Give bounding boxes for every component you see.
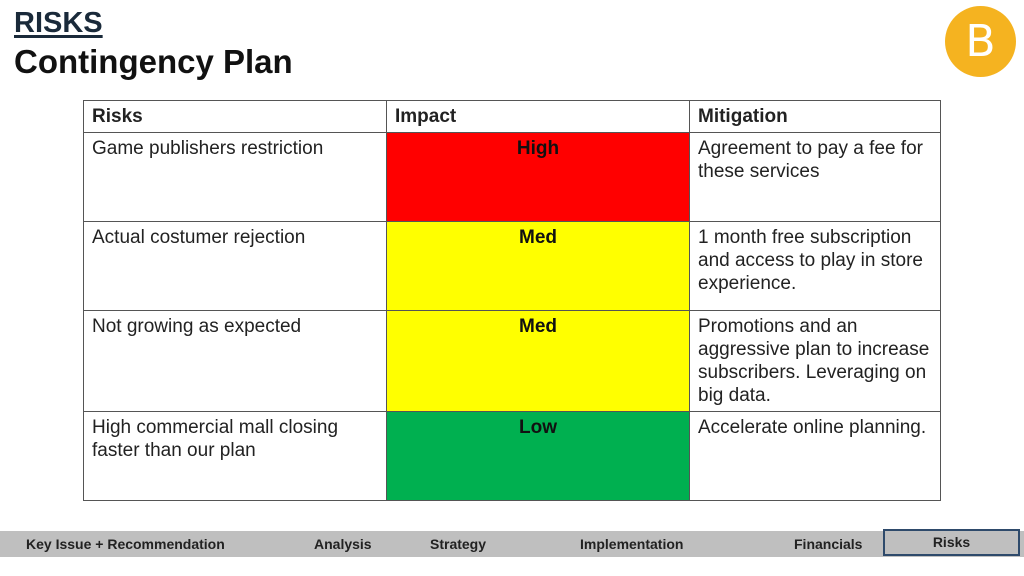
nav-item-financials[interactable]: Financials	[794, 536, 863, 552]
mitigation-cell: Accelerate online planning.	[690, 412, 941, 501]
table-row	[84, 133, 941, 222]
title-block	[14, 6, 293, 82]
mitigation-cell: Promotions and an aggressive plan to increase subscribers. Leveraging on big data.	[690, 311, 941, 412]
risk-cell: High commercial mall closing faster than our plan	[84, 412, 387, 501]
impact-cell: Low	[387, 412, 690, 501]
brand-logo: B	[945, 6, 1016, 77]
nav-item-key-issue[interactable]: Key Issue + Recommendation	[26, 536, 225, 552]
column-header-impact: Impact	[387, 101, 690, 133]
table-row	[84, 311, 941, 412]
nav-item-implementation[interactable]: Implementation	[580, 536, 684, 552]
mitigation-cell: 1 month free subscription and access to play in store experience.	[690, 222, 941, 311]
nav-item-risks-active[interactable]: Risks	[883, 529, 1020, 556]
risk-table	[83, 100, 941, 501]
impact-cell: Med	[387, 222, 690, 311]
impact-cell: Med	[387, 311, 690, 412]
column-header-mitigation: Mitigation	[690, 101, 941, 133]
section-title: RISKS	[14, 7, 103, 39]
nav-item-analysis[interactable]: Analysis	[314, 536, 372, 552]
table-row	[84, 412, 941, 501]
page-title: Contingency Plan	[14, 43, 293, 80]
impact-cell: High	[387, 133, 690, 222]
section-nav-bar	[0, 531, 1024, 557]
table-row	[84, 222, 941, 311]
mitigation-cell: Agreement to pay a fee for these services	[690, 133, 941, 222]
table-header-row	[84, 101, 941, 133]
risk-cell: Not growing as expected	[84, 311, 387, 412]
nav-item-strategy[interactable]: Strategy	[430, 536, 487, 552]
risk-cell: Game publishers restriction	[84, 133, 387, 222]
column-header-risks: Risks	[84, 101, 387, 133]
risk-cell: Actual costumer rejection	[84, 222, 387, 311]
